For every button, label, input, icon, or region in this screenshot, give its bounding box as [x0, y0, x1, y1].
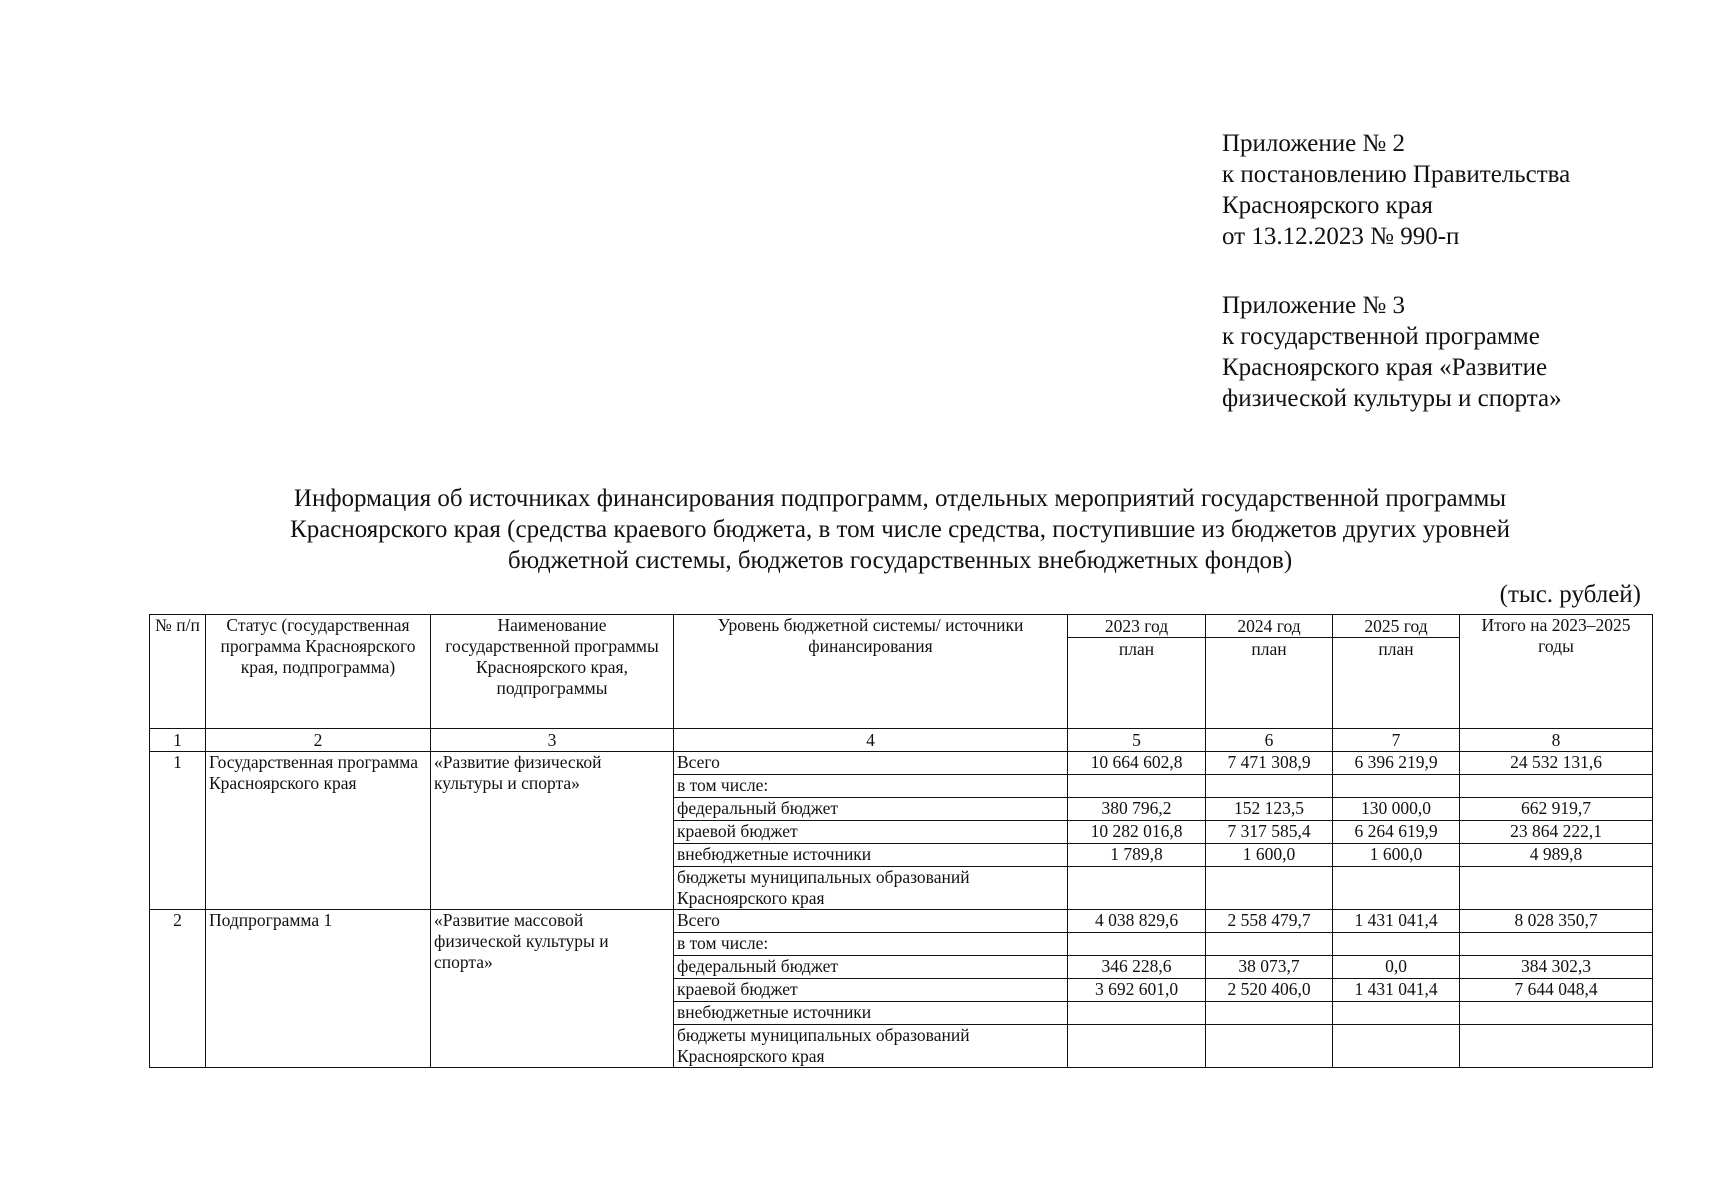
heading-line: Информация об источниках финансирования подпрограмм, отдельных мероприятий государственной программы	[293, 485, 1507, 512]
heading-line: Красноярского края (средства краевого бюджета, в том числе средства, поступившие из бюджетов других уровней	[290, 516, 1510, 543]
appendix-2-block	[1222, 128, 1702, 252]
source-label: федеральный бюджет	[674, 798, 1068, 821]
appendix-2-line: Красноярского края	[1222, 192, 1433, 219]
column-number: 4	[674, 729, 1068, 752]
section-num: 2	[150, 910, 206, 1068]
value-2024: 2 520 406,0	[1206, 979, 1333, 1002]
column-number: 2	[206, 729, 431, 752]
header-2025	[1333, 615, 1460, 729]
value-2023: 4 038 829,6	[1068, 910, 1206, 933]
heading-line: бюджетной системы, бюджетов государственных внебюджетных фондов)	[507, 547, 1293, 574]
value-2023	[1068, 775, 1206, 798]
header-plan: план	[1378, 639, 1414, 659]
value-2024	[1206, 1025, 1333, 1068]
value-total: 384 302,3	[1460, 956, 1653, 979]
header-2024	[1206, 615, 1333, 729]
value-2025: 1 600,0	[1333, 844, 1460, 867]
header-num: № п/п	[150, 615, 206, 729]
section-num: 1	[150, 752, 206, 910]
column-number: 8	[1460, 729, 1653, 752]
appendix-3-line: Приложение № 3	[1222, 292, 1406, 319]
column-number: 1	[150, 729, 206, 752]
appendix-2-line: от 13.12.2023 № 990-п	[1222, 223, 1460, 250]
source-label: в том числе:	[674, 933, 1068, 956]
source-label: Всего	[674, 910, 1068, 933]
value-2023: 10 282 016,8	[1068, 821, 1206, 844]
value-2023	[1068, 1025, 1206, 1068]
header-plan: план	[1251, 639, 1287, 659]
value-2024	[1206, 867, 1333, 910]
value-2025: 1 431 041,4	[1333, 910, 1460, 933]
header-year: 2024 год	[1206, 615, 1332, 638]
column-number: 7	[1333, 729, 1460, 752]
value-2025: 130 000,0	[1333, 798, 1460, 821]
header-total: Итого на 2023–2025 годы	[1460, 615, 1653, 729]
header-status: Статус (государственная программа Красноярского края, подпрограмма)	[206, 615, 431, 729]
value-total	[1460, 1025, 1653, 1068]
source-label: краевой бюджет	[674, 979, 1068, 1002]
value-2025: 0,0	[1333, 956, 1460, 979]
value-2024: 7 317 585,4	[1206, 821, 1333, 844]
appendix-2-line: Приложение № 2	[1222, 130, 1406, 157]
value-2025	[1333, 775, 1460, 798]
table-row	[150, 752, 1653, 775]
appendix-2-line: к постановлению Правительства	[1222, 161, 1571, 188]
value-total: 23 864 222,1	[1460, 821, 1653, 844]
appendix-3-block	[1222, 290, 1702, 414]
value-2024	[1206, 775, 1333, 798]
value-2024: 2 558 479,7	[1206, 910, 1333, 933]
value-total: 4 989,8	[1460, 844, 1653, 867]
value-total: 24 532 131,6	[1460, 752, 1653, 775]
header-level: Уровень бюджетной системы/ источники финансирования	[674, 615, 1068, 729]
value-2024: 38 073,7	[1206, 956, 1333, 979]
source-label: федеральный бюджет	[674, 956, 1068, 979]
value-2024	[1206, 1002, 1333, 1025]
header-plan: план	[1118, 639, 1155, 659]
appendix-3-line: к государственной программе	[1222, 323, 1540, 350]
value-2024: 7 471 308,9	[1206, 752, 1333, 775]
value-2024	[1206, 933, 1333, 956]
section-status: Государственная программа Красноярского края	[206, 752, 431, 910]
value-2025	[1333, 1025, 1460, 1068]
value-2025: 6 264 619,9	[1333, 821, 1460, 844]
section-status: Подпрограмма 1	[206, 910, 431, 1068]
value-2025: 1 431 041,4	[1333, 979, 1460, 1002]
value-total	[1460, 867, 1653, 910]
column-number: 5	[1068, 729, 1206, 752]
value-total	[1460, 933, 1653, 956]
value-total: 662 919,7	[1460, 798, 1653, 821]
value-2024: 1 600,0	[1206, 844, 1333, 867]
column-number: 6	[1206, 729, 1333, 752]
table-row	[150, 910, 1653, 933]
value-2023: 1 789,8	[1068, 844, 1206, 867]
value-2025	[1333, 867, 1460, 910]
header-year: 2025 год	[1333, 615, 1459, 638]
source-label: Всего	[674, 752, 1068, 775]
value-2023: 380 796,2	[1068, 798, 1206, 821]
source-label: внебюджетные источники	[674, 1002, 1068, 1025]
value-2023: 3 692 601,0	[1068, 979, 1206, 1002]
column-number: 3	[431, 729, 674, 752]
section-name: «Развитие физической культуры и спорта»	[431, 752, 674, 910]
appendix-3-line: Красноярского края «Развитие	[1222, 354, 1548, 381]
value-2023	[1068, 867, 1206, 910]
source-label: внебюджетные источники	[674, 844, 1068, 867]
header-year: 2023 год	[1068, 615, 1205, 638]
source-label: бюджеты муниципальных образований Красноярского края	[674, 1025, 1068, 1068]
value-total	[1460, 775, 1653, 798]
header-2023	[1068, 615, 1206, 729]
source-label: краевой бюджет	[674, 821, 1068, 844]
value-2025	[1333, 933, 1460, 956]
document-heading	[150, 483, 1650, 576]
value-total: 8 028 350,7	[1460, 910, 1653, 933]
value-total	[1460, 1002, 1653, 1025]
value-total: 7 644 048,4	[1460, 979, 1653, 1002]
header-name: Наименование государственной программы Красноярского края, подпрограммы	[431, 615, 674, 729]
value-2023	[1068, 1002, 1206, 1025]
appendix-3-line: физической культуры и спорта»	[1222, 385, 1562, 412]
value-2025: 6 396 219,9	[1333, 752, 1460, 775]
section-name: «Развитие массовой физической культуры и спорта»	[431, 910, 674, 1068]
value-2023: 10 664 602,8	[1068, 752, 1206, 775]
financing-table	[149, 614, 1653, 1068]
value-2024: 152 123,5	[1206, 798, 1333, 821]
value-2025	[1333, 1002, 1460, 1025]
value-2023	[1068, 933, 1206, 956]
source-label: в том числе:	[674, 775, 1068, 798]
header-row	[150, 615, 1653, 729]
source-label: бюджеты муниципальных образований Красноярского края	[674, 867, 1068, 910]
unit-label: (тыс. рублей)	[1499, 581, 1641, 608]
value-2023: 346 228,6	[1068, 956, 1206, 979]
column-number-row	[150, 729, 1653, 752]
